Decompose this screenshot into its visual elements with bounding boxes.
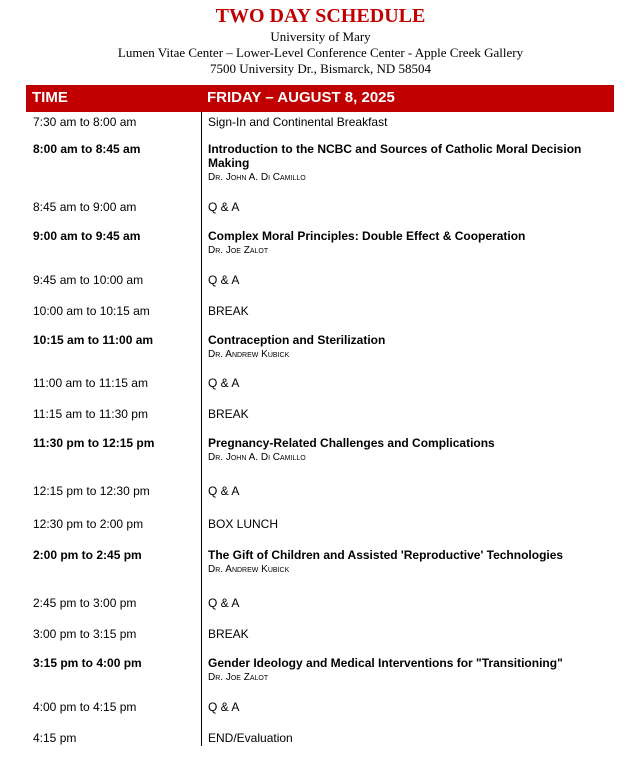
session-title: BREAK bbox=[208, 407, 249, 421]
row-time: 8:45 am to 9:00 am bbox=[33, 200, 137, 214]
row-time: 2:45 pm to 3:00 pm bbox=[33, 596, 137, 610]
session-title: Q & A bbox=[208, 484, 240, 498]
row-description bbox=[208, 484, 608, 498]
row-description bbox=[208, 436, 608, 465]
row-description bbox=[208, 333, 608, 362]
row-time: 3:15 pm to 4:00 pm bbox=[33, 656, 142, 670]
row-description bbox=[208, 731, 608, 745]
time-column-header: TIME bbox=[32, 89, 68, 106]
day-column-header: FRIDAY – AUGUST 8, 2025 bbox=[207, 89, 395, 106]
session-title: Contraception and Sterilization bbox=[208, 333, 386, 347]
row-time: 7:30 am to 8:00 am bbox=[33, 115, 137, 129]
session-title: Complex Moral Principles: Double Effect & Cooperation bbox=[208, 229, 526, 243]
row-description bbox=[208, 273, 608, 287]
session-title: Q & A bbox=[208, 596, 240, 610]
session-title: Sign-In and Continental Breakfast bbox=[208, 115, 388, 129]
row-description bbox=[208, 142, 608, 185]
row-description bbox=[208, 200, 608, 214]
row-description bbox=[208, 304, 608, 318]
session-title: Pregnancy-Related Challenges and Complications bbox=[208, 436, 495, 450]
speaker-name: Dr. Joe Zalot bbox=[208, 672, 269, 683]
row-time: 12:30 pm to 2:00 pm bbox=[33, 517, 144, 531]
page-title: TWO DAY SCHEDULE bbox=[215, 5, 426, 27]
table-header bbox=[26, 85, 614, 112]
row-time: 4:15 pm bbox=[33, 731, 77, 745]
address: 7500 University Dr., Bismarck, ND 58504 bbox=[210, 61, 431, 76]
row-description bbox=[208, 596, 608, 610]
session-title: Introduction to the NCBC and Sources of Catholic Moral Decision Making bbox=[208, 142, 582, 170]
speaker-name: Dr. John A. Di Camillo bbox=[208, 172, 306, 183]
row-time: 12:15 pm to 12:30 pm bbox=[33, 484, 150, 498]
row-description bbox=[208, 115, 608, 129]
organization-name: University of Mary bbox=[270, 29, 371, 44]
row-time: 9:00 am to 9:45 am bbox=[33, 229, 141, 243]
row-time: 9:45 am to 10:00 am bbox=[33, 273, 144, 287]
session-title: Q & A bbox=[208, 700, 240, 714]
row-time: 2:00 pm to 2:45 pm bbox=[33, 548, 142, 562]
row-description bbox=[208, 627, 608, 641]
speaker-name: Dr. Andrew Kubick bbox=[208, 349, 290, 360]
session-title: BREAK bbox=[208, 627, 249, 641]
row-description bbox=[208, 229, 608, 258]
row-time: 11:15 am to 11:30 pm bbox=[33, 407, 148, 421]
venue-name: Lumen Vitae Center – Lower-Level Conference Center - Apple Creek Gallery bbox=[117, 45, 524, 60]
row-time: 3:00 pm to 3:15 pm bbox=[33, 627, 137, 641]
row-time: 4:00 pm to 4:15 pm bbox=[33, 700, 137, 714]
speaker-name: Dr. Joe Zalot bbox=[208, 245, 269, 256]
session-title: The Gift of Children and Assisted 'Reproductive' Technologies bbox=[208, 548, 564, 562]
session-title: Q & A bbox=[208, 200, 240, 214]
row-description bbox=[208, 407, 608, 421]
speaker-name: Dr. Andrew Kubick bbox=[208, 564, 290, 575]
row-description bbox=[208, 656, 608, 685]
session-title: Q & A bbox=[208, 273, 240, 287]
row-description bbox=[208, 517, 608, 531]
row-time: 8:00 am to 8:45 am bbox=[33, 142, 141, 156]
column-divider bbox=[201, 112, 202, 746]
session-title: Gender Ideology and Medical Interventions for "Transitioning" bbox=[208, 656, 563, 670]
row-description bbox=[208, 376, 608, 390]
row-time: 11:30 pm to 12:15 pm bbox=[33, 436, 155, 450]
speaker-name: Dr. John A. Di Camillo bbox=[208, 452, 306, 463]
session-title: BREAK bbox=[208, 304, 249, 318]
session-title: END/Evaluation bbox=[208, 731, 293, 745]
session-title: BOX LUNCH bbox=[208, 517, 279, 531]
row-time: 10:00 am to 10:15 am bbox=[33, 304, 150, 318]
row-description bbox=[208, 548, 608, 577]
row-time: 11:00 am to 11:15 am bbox=[33, 376, 148, 390]
row-description bbox=[208, 700, 608, 714]
session-title: Q & A bbox=[208, 376, 240, 390]
row-time: 10:15 am to 11:00 am bbox=[33, 333, 154, 347]
